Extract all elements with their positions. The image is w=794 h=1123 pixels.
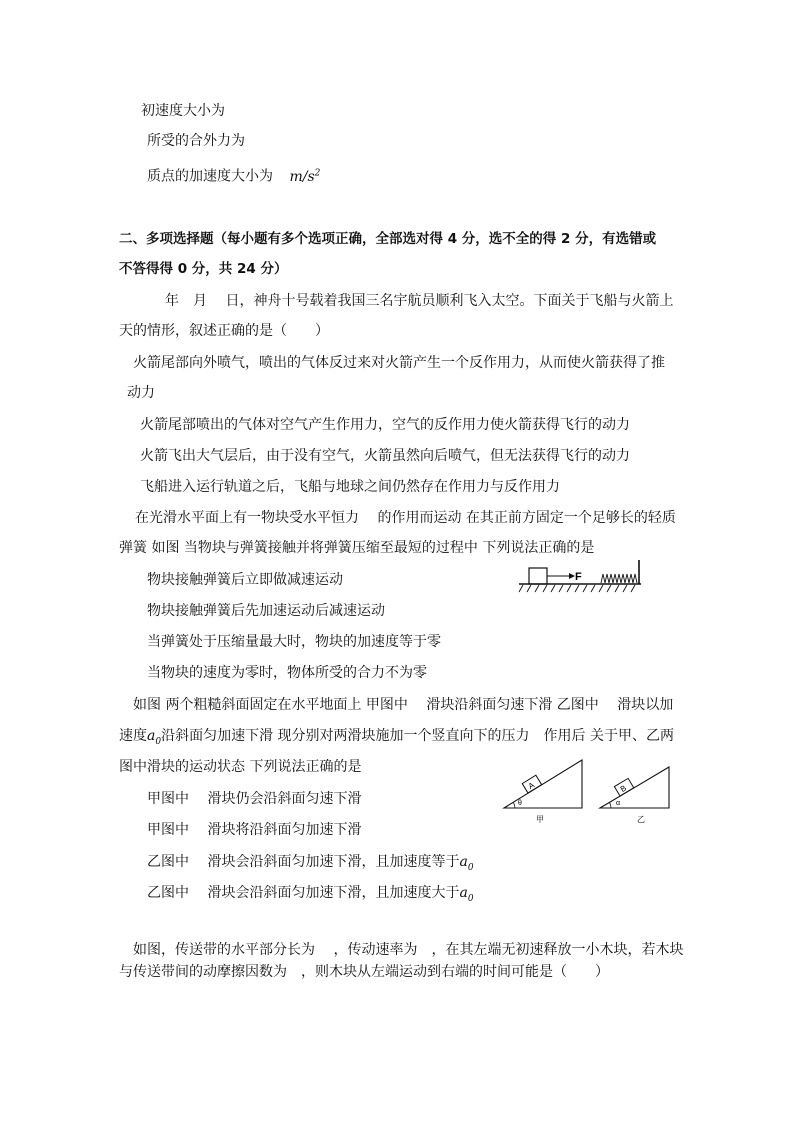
section-heading-line2: 不答得得 0 分，共 24 分） [119,261,288,277]
q1-option-a-line1: 火箭尾部向外喷气，喷出的气体反过来对火箭产生一个反作用力，从而使火箭获得了推 [133,355,665,371]
q4-stem-line2: 与传送带间的动摩擦因数为 ，则木块从左端运动到右端的时间可能是（ ） [119,964,609,980]
unit-base: m/s [289,168,315,185]
q3-option-a: 甲图中 滑块仍会沿斜面匀速下滑 [147,791,362,807]
q3-option-c-text: 乙图中 滑块会沿斜面匀加速下滑，且加速度等于 [147,854,460,870]
q3-stem-line1: 如图 两个粗糙斜面固定在水平地面上 甲图中 滑块沿斜面匀速下滑 乙图中 滑块以加 [133,697,674,713]
q3-stem-line3: 图中滑块的运动状态 下列说法正确的是 [119,759,362,775]
q1-option-b: 火箭尾部喷出的气体对空气产生作用力，空气的反作用力使火箭获得飞行的动力 [140,417,630,433]
q3-option-d-text: 乙图中 滑块会沿斜面匀加速下滑，且加速度大于 [147,885,460,901]
line-net-force: 所受的合外力为 [147,133,245,149]
q3-option-d-symbol [459,885,474,904]
q3-accel-symbol [147,728,162,747]
symbol-sub: 0 [467,862,474,873]
q2-option-d: 当物块的速度为零时，物体所受的合力不为零 [147,665,427,681]
spring-figure [517,560,643,600]
q3-option-c-symbol [459,854,474,873]
force-label: F [575,571,582,583]
symbol-base: a [459,854,468,870]
symbol-sub: 0 [467,893,474,904]
spring-coil [601,574,637,583]
acceleration-unit [289,169,320,185]
q2-stem-line2: 弹簧 如图 当物块与弹簧接触并将弹簧压缩至最短的过程中 下列说法正确的是 [119,540,595,556]
angle-alpha: α [616,800,621,807]
caption-yi: 乙 [637,815,645,824]
angle-theta: θ [518,800,522,807]
unit-exponent: 2 [314,168,321,178]
block-b-label: B [618,783,629,794]
line-acceleration [147,163,320,187]
q3-option-d [147,883,474,909]
symbol-base: a [459,885,468,901]
q3-stem-line2 [119,726,674,752]
q1-option-c: 火箭飞出大气层后，由于没有空气，火箭虽然向后喷气，但无法获得飞行的动力 [140,448,630,464]
accel-symbol-base: a [147,728,156,744]
line-initial-speed: 初速度大小为 [141,103,225,119]
caption-jia: 甲 [536,815,544,824]
q4-stem-line1: 如图，传送带的水平部分长为 ，传动速率为 ，在其左端无初速释放一小木块，若木块 [133,942,684,958]
section-heading-line1: 二、多项选择题（每小题有多个选项正确，全部选对得 4 分，选不全的得 2 分，有选错或 [119,231,657,247]
q2-option-b: 物块接触弹簧后先加速运动后减速运动 [147,603,385,619]
q3-stem-line2-post: 沿斜面匀加速下滑 现分别对两滑块施加一个竖直向下的压力 作用后 关于甲、乙两 [161,728,674,744]
q2-option-a: 物块接触弹簧后立即做减速运动 [147,572,343,588]
q3-option-c [147,852,474,878]
q1-option-a-line2: 动力 [127,385,155,401]
accel-symbol-sub: 0 [155,736,162,747]
q1-stem-line1: 年 月 日，神舟十号载着我国三名宇航员顺利飞入太空。下面关于飞船与火箭上 [165,293,674,309]
q1-option-d: 飞船进入运行轨道之后，飞船与地球之间仍然存在作用力与反作用力 [140,479,560,495]
incline-figure-jia [498,755,588,825]
q3-option-b: 甲图中 滑块将沿斜面匀加速下滑 [147,822,362,838]
acceleration-text: 质点的加速度大小为 [147,168,273,185]
spring-figure-block [529,568,547,584]
incline-figure-yi [596,755,676,825]
block-a-label: A [526,780,536,791]
q3-stem-line2-pre: 速度 [119,728,147,744]
q2-option-c: 当弹簧处于压缩量最大时，物块的加速度等于零 [147,634,441,650]
q1-stem-line2: 天的情形，叙述正确的是（ ） [119,323,329,339]
q2-stem-line1: 在光滑水平面上有一物块受水平恒力 的作用而运动 在其正前方固定一个足够长的轻质 [135,510,676,526]
